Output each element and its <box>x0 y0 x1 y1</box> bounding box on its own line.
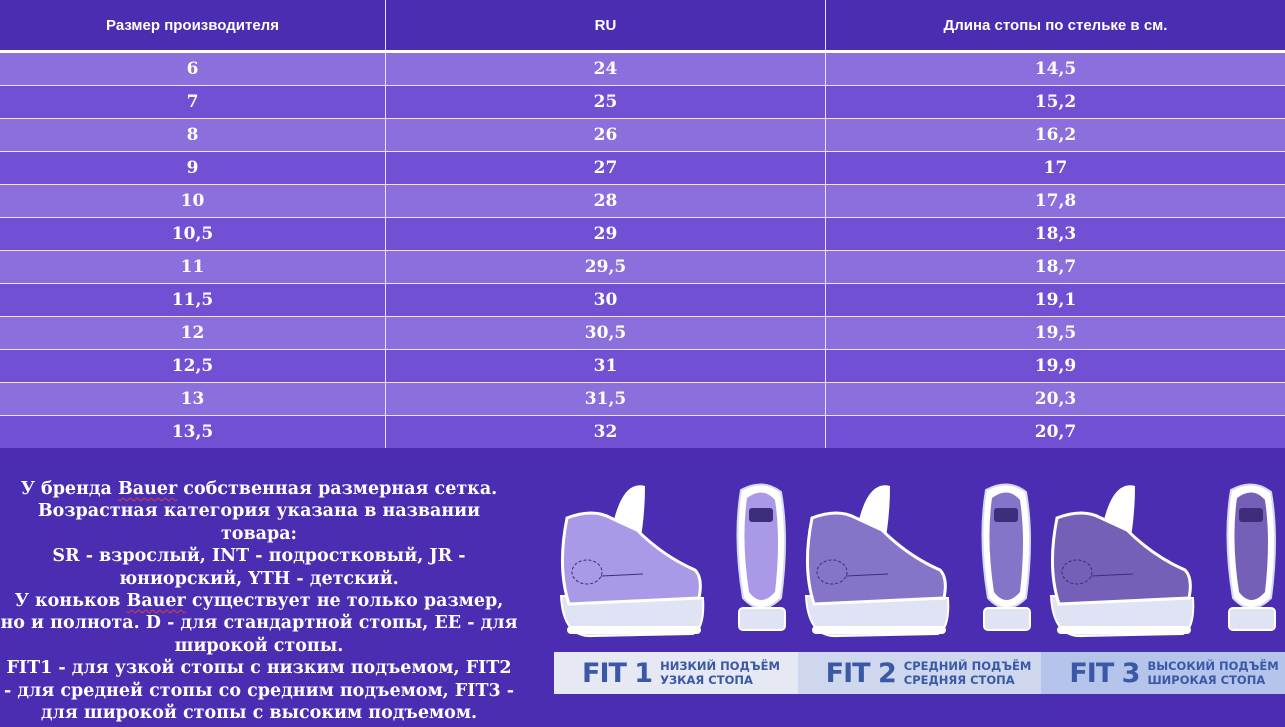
table-row <box>0 119 1285 152</box>
cell-manufacturer-size: 10 <box>0 185 386 218</box>
cell-foot-length: 19,5 <box>826 317 1285 350</box>
cell-ru-size: 29 <box>386 218 826 251</box>
cell-manufacturer-size: 7 <box>0 86 386 119</box>
fit-1-width: УЗКАЯ СТОПА <box>660 673 753 687</box>
note-line-3: SR - взрослый, INT - подростковый, JR - юниорский, YTH - детский. <box>52 546 466 589</box>
table-row <box>0 86 1285 119</box>
fit-2-width: СРЕДНЯЯ СТОПА <box>903 673 1015 687</box>
table-body <box>0 52 1285 449</box>
fit-1-legend <box>554 652 798 694</box>
cell-foot-length: 18,3 <box>826 218 1285 251</box>
brand-name: Bauer <box>126 591 186 612</box>
fit-legend-bar <box>554 652 1285 694</box>
table-row <box>0 284 1285 317</box>
cell-ru-size: 28 <box>386 185 826 218</box>
table-row <box>0 317 1285 350</box>
cell-ru-size: 31 <box>386 350 826 383</box>
table-row <box>0 185 1285 218</box>
table-row <box>0 218 1285 251</box>
cell-foot-length: 19,9 <box>826 350 1285 383</box>
cell-foot-length: 14,5 <box>826 52 1285 86</box>
cell-ru-size: 27 <box>386 152 826 185</box>
cell-ru-size: 32 <box>386 416 826 449</box>
note-line-2: Возрастная категория указана в названии товара: <box>37 501 481 544</box>
fit-2-instep: СРЕДНИЙ ПОДЪЁМ <box>903 659 1032 673</box>
fit-1-instep: НИЗКИЙ ПОДЪЁМ <box>660 659 780 673</box>
fit-3-skate <box>1051 484 1275 636</box>
fit-1-label: FIT 1 <box>582 657 653 689</box>
header-ru-size: RU <box>386 0 826 52</box>
cell-ru-size: 29,5 <box>386 251 826 284</box>
table-row <box>0 152 1285 185</box>
cell-foot-length: 17,8 <box>826 185 1285 218</box>
fit-2-legend <box>798 652 1042 694</box>
cell-manufacturer-size: 11 <box>0 251 386 284</box>
cell-foot-length: 20,3 <box>826 383 1285 416</box>
fit-3-legend <box>1041 652 1285 694</box>
cell-ru-size: 31,5 <box>386 383 826 416</box>
fit-3-label: FIT 3 <box>1069 657 1140 689</box>
cell-ru-size: 30,5 <box>386 317 826 350</box>
fit-guide-panel <box>553 478 1285 698</box>
cell-manufacturer-size: 13 <box>0 383 386 416</box>
cell-ru-size: 24 <box>386 52 826 86</box>
header-manufacturer-size: Размер производителя <box>0 0 386 52</box>
cell-foot-length: 16,2 <box>826 119 1285 152</box>
cell-foot-length: 19,1 <box>826 284 1285 317</box>
brand-name: Bauer <box>117 479 178 499</box>
table-header-row <box>0 0 1285 52</box>
fit-1-skate <box>561 484 785 636</box>
cell-manufacturer-size: 8 <box>0 119 386 152</box>
fit-3-width: ШИРОКАЯ СТОПА <box>1147 673 1266 687</box>
table-row <box>0 383 1285 416</box>
cell-foot-length: 15,2 <box>826 86 1285 119</box>
fit-2-label: FIT 2 <box>825 657 896 689</box>
cell-manufacturer-size: 10,5 <box>0 218 386 251</box>
cell-ru-size: 30 <box>386 284 826 317</box>
cell-foot-length: 17 <box>826 152 1285 185</box>
table-row <box>0 350 1285 383</box>
note-line-1: У бренда Bauer собственная размерная сетка. <box>20 479 498 499</box>
fit-3-instep: ВЫСОКИЙ ПОДЪЁМ <box>1147 659 1279 673</box>
cell-manufacturer-size: 12 <box>0 317 386 350</box>
cell-manufacturer-size: 9 <box>0 152 386 185</box>
cell-manufacturer-size: 12,5 <box>0 350 386 383</box>
brand-size-note <box>0 478 518 724</box>
cell-foot-length: 20,7 <box>826 416 1285 449</box>
cell-ru-size: 25 <box>386 86 826 119</box>
cell-manufacturer-size: 6 <box>0 52 386 86</box>
note-line-4: У коньков Bauer существует не только размер, но и полнота. D - для стандартной стопы, EE - для широкой стопы. <box>0 591 518 656</box>
header-foot-length: Длина стопы по стельке в см. <box>826 0 1285 52</box>
fit-skates-illustration <box>553 478 1285 650</box>
cell-ru-size: 26 <box>386 119 826 152</box>
cell-foot-length: 18,7 <box>826 251 1285 284</box>
table-row <box>0 52 1285 86</box>
fit-2-skate <box>806 484 1030 636</box>
table-row <box>0 416 1285 449</box>
cell-manufacturer-size: 11,5 <box>0 284 386 317</box>
note-line-5: FIT1 - для узкой стопы с низким подъемом, FIT2 - для средней стопы со средним подъемом, FIT3 - для широкой стопы с высоким подъемом. <box>3 658 515 724</box>
table-row <box>0 251 1285 284</box>
cell-manufacturer-size: 13,5 <box>0 416 386 449</box>
